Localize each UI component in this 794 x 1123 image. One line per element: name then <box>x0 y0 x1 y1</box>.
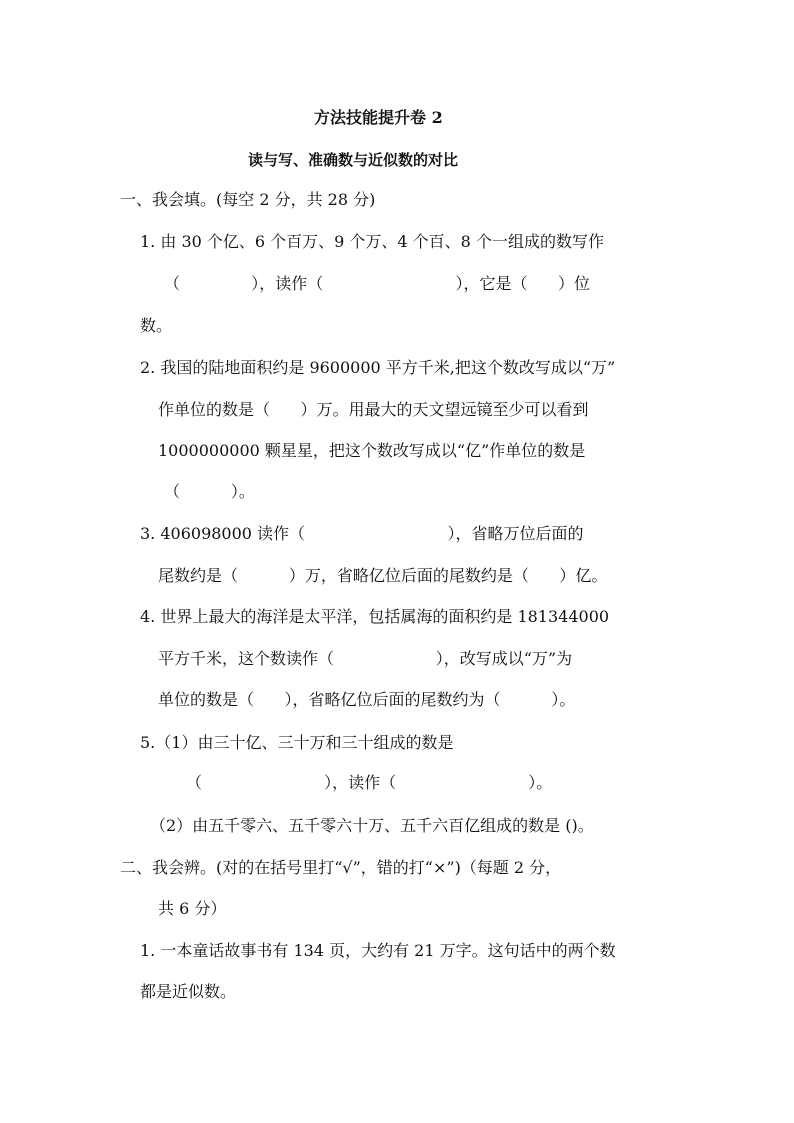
question-4-line-3: 单位的数是（ ），省略亿位后面的尾数约为（ ）。 <box>158 690 576 709</box>
section-2-question-1-line-2: 都是近似数。 <box>140 982 237 1001</box>
question-4-line-2: 平方千米，这个数读作（ ），改写成以“万”为 <box>158 649 573 668</box>
question-3-line-2: 尾数约是（ ）万，省略亿位后面的尾数约是（ ）亿。 <box>158 566 608 585</box>
question-1-line-1: 1. 由 30 个亿、6 个百万、9 个万、4 个百、8 个一组成的数写作 <box>140 232 604 251</box>
section-2-heading-line-1: 二、我会辨。(对的在括号里打“√”，错的打“×”)（每题 2 分， <box>120 858 562 877</box>
question-2-line-2: 作单位的数是（ ）万。用最大的天文望远镜至少可以看到 <box>158 400 589 419</box>
section-2-heading-line-2: 共 6 分） <box>158 899 227 918</box>
worksheet-subtitle: 读与写、准确数与近似数的对比 <box>248 151 459 169</box>
question-5-line-2: （ ），读作（ ）。 <box>186 773 553 792</box>
section-2-question-1-line-1: 1. 一本童话故事书有 134 页，大约有 21 万字。这句话中的两个数 <box>140 941 616 960</box>
question-2-line-4: （ ）。 <box>164 482 255 501</box>
question-2-line-3: 1000000000 颗星星，把这个数改写成以“亿”作单位的数是 <box>158 441 586 460</box>
question-3-line-1: 3. 406098000 读作（ ），省略万位后面的 <box>140 524 584 543</box>
question-5-line-3: （2）由五千零六、五千零六十万、五千六百亿组成的数是 ()。 <box>150 816 594 835</box>
section-1-heading: 一、我会填。(每空 2 分，共 28 分) <box>120 190 376 209</box>
question-5-line-1: 5.（1）由三十亿、三十万和三十组成的数是 <box>140 733 454 752</box>
worksheet-title: 方法技能提升卷 2 <box>314 108 443 127</box>
question-1-line-2: （ ），读作（ ），它是（ ）位 <box>164 274 590 293</box>
question-4-line-1: 4. 世界上最大的海洋是太平洋，包括属海的面积约是 181344000 <box>140 607 610 626</box>
question-1-line-3: 数。 <box>140 316 173 335</box>
question-2-line-1: 2. 我国的陆地面积约是 9600000 平方千米,把这个数改写成以“万” <box>140 358 616 377</box>
